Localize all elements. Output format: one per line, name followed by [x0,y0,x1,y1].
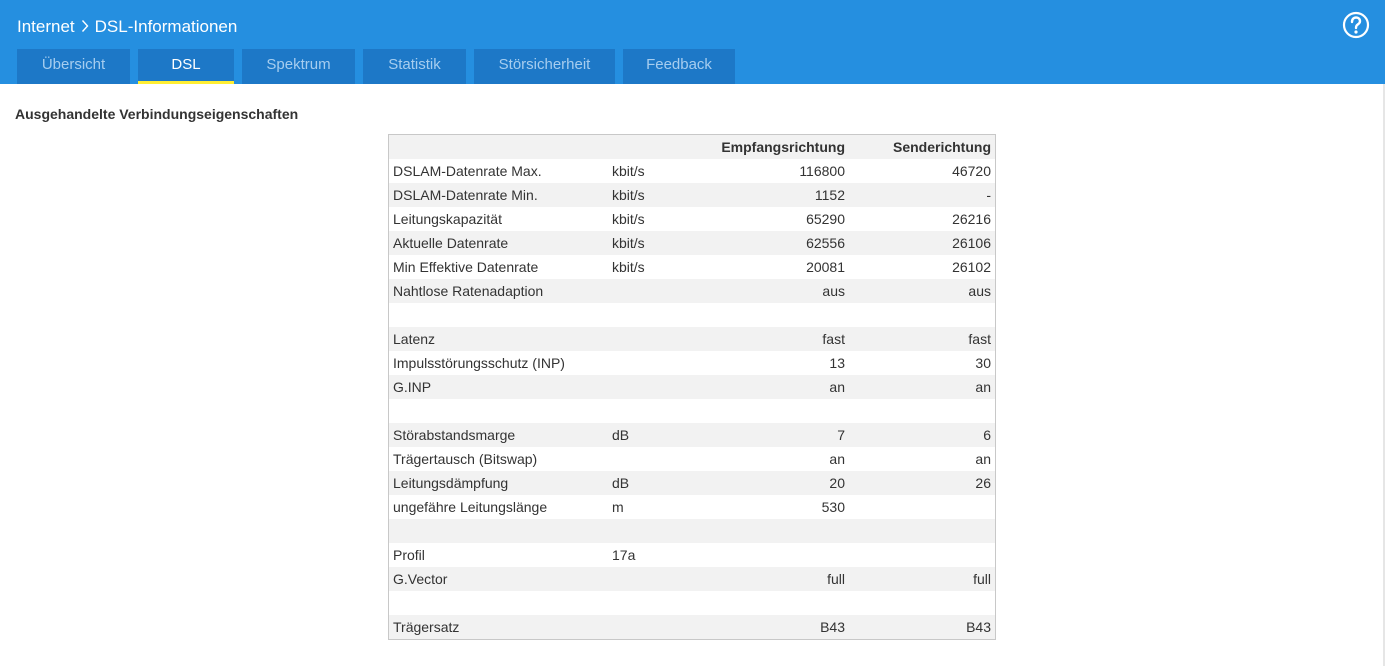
tab-label: Spektrum [266,56,331,73]
table-row [389,471,995,495]
header-rx-direction: Empfangsrichtung [721,139,845,155]
table-row [389,255,995,279]
row-label: DSLAM-Datenrate Min. [393,187,538,203]
table-row [389,183,995,207]
table-row [389,207,995,231]
row-label: Trägersatz [393,619,460,635]
row-label: G.Vector [393,571,448,587]
row-label: Trägertausch (Bitswap) [393,451,538,467]
row-unit: dB [612,475,630,491]
row-label: Aktuelle Datenrate [393,235,509,251]
row-rx-value: fast [822,331,845,347]
row-rx-value: an [829,379,845,395]
row-label: Leitungskapazität [393,211,502,227]
table-row [389,423,995,447]
row-unit: kbit/s [612,163,645,179]
row-unit: kbit/s [612,235,645,251]
row-tx-value: an [975,379,991,395]
row-label: Impulsstörungsschutz (INP) [393,355,565,371]
tab-label: Statistik [388,56,441,73]
row-label: Störabstandsmarge [393,427,516,443]
row-label: Latenz [393,331,436,347]
row-rx-value: aus [822,283,845,299]
row-label: Leitungsdämpfung [393,475,509,491]
breadcrumb-current: DSL-Informationen [94,17,238,36]
row-tx-value: 30 [975,355,991,371]
row-unit: dB [612,427,630,443]
table-row [389,159,995,183]
row-tx-value: - [986,187,991,203]
row-tx-value: 26216 [952,211,991,227]
dsl-properties-table [388,134,996,640]
table-row [389,375,995,399]
row-rx-value: full [827,571,845,587]
table-row [389,495,995,519]
row-label: Profil [393,547,425,563]
row-rx-value: 20 [829,475,845,491]
table-row [389,351,995,375]
page-header [0,0,1385,84]
row-rx-value: 7 [837,427,845,443]
tab-spektrum[interactable] [242,49,355,84]
row-label: Min Effektive Datenrate [393,259,539,275]
chevron-right-icon [81,19,89,33]
row-tx-value: aus [968,283,991,299]
row-rx-value: an [829,451,845,467]
table-row [389,327,995,351]
row-unit: m [612,499,624,515]
table-row-spacer [389,591,995,615]
table-row [389,567,995,591]
row-tx-value: B43 [966,619,991,635]
active-tab-indicator [138,81,234,84]
row-label: DSLAM-Datenrate Max. [393,163,542,179]
row-label: G.INP [393,379,432,395]
row-unit: kbit/s [612,259,645,275]
row-rx-value: 116800 [799,163,845,179]
row-label: Nahtlose Ratenadaption [393,283,544,299]
table-header-row [389,135,995,159]
tab-label: Übersicht [41,56,106,73]
header-tx-direction: Senderichtung [892,139,991,155]
table-row [389,231,995,255]
row-rx-value: 65290 [806,211,845,227]
table-row [389,279,995,303]
table-row-spacer [389,519,995,543]
table-row-spacer [389,303,995,327]
tab-feedback[interactable] [623,49,735,84]
row-rx-value: 530 [821,499,845,515]
table-row-spacer [389,399,995,423]
table-row [389,543,995,567]
row-tx-value: 26102 [952,259,991,275]
row-tx-value: full [973,571,991,587]
tab-label: Störsicherheit [498,56,591,73]
row-tx-value: an [975,451,991,467]
row-unit: kbit/s [612,211,645,227]
row-tx-value: 26106 [952,235,991,251]
row-tx-value: fast [968,331,991,347]
question-circle-icon[interactable] [1342,11,1370,39]
tab-label: DSL [171,56,201,73]
breadcrumb-parent-link[interactable]: Internet [17,17,75,36]
row-rx-value: 1152 [814,187,845,203]
row-tx-value: 46720 [952,163,991,179]
row-tx-value: 26 [975,475,991,491]
row-unit: kbit/s [612,187,645,203]
tab-dsl[interactable] [138,49,234,84]
row-rx-value: 13 [829,355,845,371]
row-rx-value: B43 [820,619,845,635]
tab-uebersicht[interactable] [17,49,130,84]
section-title: Ausgehandelte Verbindungseigenschaften [15,106,299,122]
row-unit: 17a [612,547,636,563]
tab-statistik[interactable] [363,49,466,84]
row-label: ungefähre Leitungslänge [393,499,548,515]
tab-label: Feedback [646,56,712,73]
breadcrumb [17,15,237,39]
tab-stoersicherheit[interactable] [474,49,615,84]
row-rx-value: 62556 [806,235,845,251]
table-row [389,447,995,471]
row-tx-value: 6 [983,427,991,443]
table-row [389,615,995,639]
row-rx-value: 20081 [806,259,845,275]
